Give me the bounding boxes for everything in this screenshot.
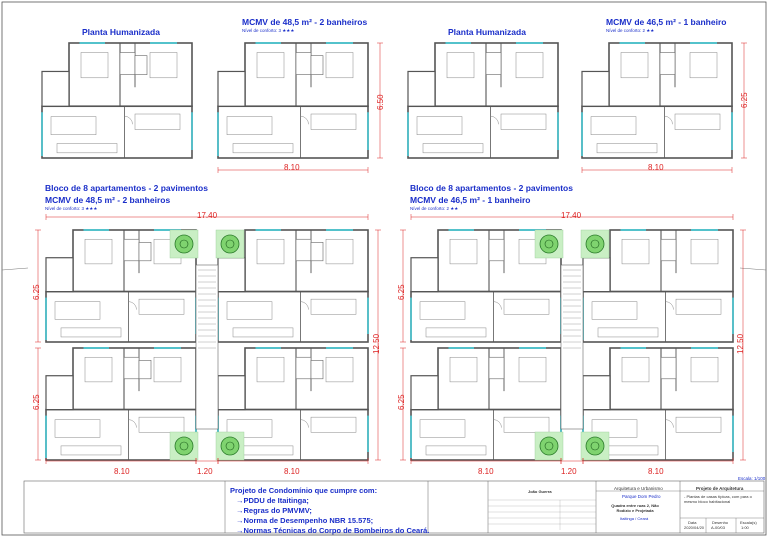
stair-core xyxy=(561,265,583,429)
bed xyxy=(691,239,718,264)
dining-table xyxy=(51,117,96,135)
tree-icon xyxy=(175,437,193,455)
scale-note: Escala: 1/100 xyxy=(738,476,766,481)
dining-table xyxy=(420,302,465,320)
service-area xyxy=(46,376,73,410)
sofa xyxy=(423,144,483,153)
bed xyxy=(326,52,353,77)
service-area xyxy=(218,376,245,410)
bathroom-2 xyxy=(135,56,147,75)
kitchen-counter xyxy=(501,114,546,130)
bed xyxy=(150,52,177,77)
stair-core xyxy=(196,265,218,429)
bed xyxy=(691,357,718,382)
legend-title: Projeto de Condomínio que cumpre com: xyxy=(230,486,378,495)
bathroom xyxy=(296,52,311,74)
plan-title-left: MCMV de 48,5 m² - 2 banheiros xyxy=(242,17,368,27)
tb-project: Projeto de Arquitetura xyxy=(696,486,744,491)
service-area xyxy=(46,258,73,292)
tree-icon xyxy=(175,235,193,253)
bed xyxy=(81,52,108,77)
bathroom xyxy=(124,357,139,379)
bed xyxy=(447,52,474,77)
bathroom xyxy=(124,239,139,261)
bathroom xyxy=(661,239,676,261)
plan-title-right: MCMV de 46,5 m² - 1 banheiro xyxy=(606,17,727,27)
kitchen-counter xyxy=(504,417,549,432)
dining-table xyxy=(55,302,100,320)
tb-site-name: Parque Dom Pedro xyxy=(622,494,661,499)
sofa xyxy=(57,144,117,153)
block-left-total-width: 17.40 xyxy=(197,211,218,220)
bathroom xyxy=(489,239,504,261)
bed xyxy=(326,239,353,264)
bed xyxy=(257,239,284,264)
kitchen-counter xyxy=(311,417,356,432)
service-area xyxy=(583,376,610,410)
sofa xyxy=(598,328,658,337)
dining-table xyxy=(417,117,462,135)
block-right-height-right: 12.50 xyxy=(736,333,745,354)
dining-table xyxy=(420,420,465,438)
kitchen-counter xyxy=(311,299,356,314)
bathroom xyxy=(489,357,504,379)
block-left-bottom-mid: 1.20 xyxy=(197,467,213,476)
service-area xyxy=(583,258,610,292)
dining-table xyxy=(592,302,637,320)
block-right-height-bottom: 6.25 xyxy=(397,394,406,410)
bed xyxy=(621,52,648,77)
service-area xyxy=(411,376,438,410)
bed xyxy=(622,239,649,264)
block-right-bottom-mid: 1.20 xyxy=(561,467,577,476)
block-right-bottom-left: 8.10 xyxy=(478,467,494,476)
apartment-plan xyxy=(218,43,368,158)
tree-icon xyxy=(586,437,604,455)
tb-date-value: 2020/04/20 xyxy=(684,525,705,530)
apartment-plan xyxy=(42,43,192,158)
kitchen-counter xyxy=(139,299,184,314)
comfort-right: Nível de conforto: 2 ★★ xyxy=(606,28,655,33)
service-area xyxy=(408,71,435,106)
comfort-left: Nível de conforto: 3 ★★★ xyxy=(242,28,295,33)
service-area xyxy=(218,71,245,106)
sofa xyxy=(233,328,293,337)
tb-scale-label: Escala(s) xyxy=(740,520,757,525)
bed xyxy=(450,357,477,382)
block-right-comfort: Nível de conforto: 2 ★★ xyxy=(410,206,459,211)
dining-table xyxy=(227,302,272,320)
block-left-title-2: MCMV de 48,5 m² - 2 banheiros xyxy=(45,195,171,205)
apartment-plan xyxy=(408,43,558,158)
tb-date-label: Data xyxy=(688,520,697,525)
tree-icon xyxy=(221,437,239,455)
tb-scale-value: 1:00 xyxy=(741,525,749,530)
legend-item-2: →Regras do PMVMV; xyxy=(236,506,312,515)
bed xyxy=(690,52,717,77)
bed xyxy=(154,357,181,382)
kitchen-counter xyxy=(135,114,180,130)
tb-address: Quadra entre ruas 2, Não Rodízio e Projetada xyxy=(611,503,659,513)
tb-author: João Guerra xyxy=(528,489,552,494)
block-right-bottom-right: 8.10 xyxy=(648,467,664,476)
service-area xyxy=(582,71,609,106)
bathroom xyxy=(661,357,676,379)
sofa xyxy=(426,328,486,337)
bathroom-2 xyxy=(311,242,323,260)
bathroom xyxy=(660,52,675,74)
tree-icon xyxy=(540,235,558,253)
block-right-height-top: 6.25 xyxy=(397,284,406,300)
service-area xyxy=(218,258,245,292)
kitchen-counter xyxy=(504,299,549,314)
block-left-height-top: 6.25 xyxy=(32,284,41,300)
tb-discipline: Arquitetura e Urbanismo xyxy=(614,486,663,491)
bed xyxy=(257,52,284,77)
block-left-bottom-left: 8.10 xyxy=(114,467,130,476)
apartment-plan xyxy=(582,43,732,158)
sofa xyxy=(426,446,486,455)
kitchen-counter xyxy=(676,299,721,314)
humanized-title-left: Planta Humanizada xyxy=(82,27,160,37)
bed xyxy=(326,357,353,382)
bed xyxy=(622,357,649,382)
block-left-height-right: 12.50 xyxy=(372,333,381,354)
tree-icon xyxy=(221,235,239,253)
legend-item-1: →PDDU de Itaitinga; xyxy=(236,496,309,505)
tb-drawing-label: Desenho xyxy=(712,520,729,525)
tree-icon xyxy=(540,437,558,455)
block-left-height-bottom: 6.25 xyxy=(32,394,41,410)
service-area xyxy=(411,258,438,292)
block-left-title-1: Bloco de 8 apartamentos - 2 pavimentos xyxy=(45,183,208,193)
tb-city: Itaitinga / Ceará xyxy=(620,516,649,521)
sofa xyxy=(61,328,121,337)
kitchen-counter xyxy=(139,417,184,432)
bathroom-2 xyxy=(139,242,151,260)
bed xyxy=(516,52,543,77)
tb-drawing-value: A-00/03 xyxy=(711,525,726,530)
sofa xyxy=(233,144,293,153)
legend-item-3: →Norma de Desempenho NBR 15.575; xyxy=(236,516,374,525)
dining-table xyxy=(227,117,272,135)
dim-width-top-right: 8.10 xyxy=(648,163,664,172)
block-right-title-2: MCMV de 46,5 m² - 1 banheiro xyxy=(410,195,531,205)
bathroom xyxy=(296,239,311,261)
bed xyxy=(257,357,284,382)
bathroom xyxy=(120,52,135,74)
tb-notes: - Plantas de casas típicas, com para o mesmo bloco habitacional xyxy=(684,494,752,504)
bed xyxy=(85,357,112,382)
tree-icon xyxy=(586,235,604,253)
humanized-title-right: Planta Humanizada xyxy=(448,27,526,37)
dim-width-top-left: 8.10 xyxy=(284,163,300,172)
dim-height-top-right: 6.25 xyxy=(740,92,749,108)
kitchen-counter xyxy=(311,114,356,130)
sofa xyxy=(597,144,657,153)
block-left-comfort: Nível de conforto: 3 ★★★ xyxy=(45,206,98,211)
bathroom-2 xyxy=(311,360,323,378)
bed xyxy=(519,357,546,382)
block-left-bottom-right: 8.10 xyxy=(284,467,300,476)
bathroom xyxy=(486,52,501,74)
sofa xyxy=(61,446,121,455)
bathroom xyxy=(296,357,311,379)
block-right-total-width: 17.40 xyxy=(561,211,582,220)
kitchen-counter xyxy=(676,417,721,432)
legend-item-4: →Normas Técnicas do Corpo de Bombeiros do Ceará. xyxy=(236,526,430,535)
dining-table xyxy=(591,117,636,135)
bed xyxy=(450,239,477,264)
service-area xyxy=(42,71,69,106)
bathroom-2 xyxy=(311,56,323,75)
bed xyxy=(85,239,112,264)
bathroom-2 xyxy=(139,360,151,378)
kitchen-counter xyxy=(675,114,720,130)
dining-table xyxy=(55,420,100,438)
block-right-title-1: Bloco de 8 apartamentos - 2 pavimentos xyxy=(410,183,573,193)
dim-height-top-left: 6.50 xyxy=(376,94,385,110)
